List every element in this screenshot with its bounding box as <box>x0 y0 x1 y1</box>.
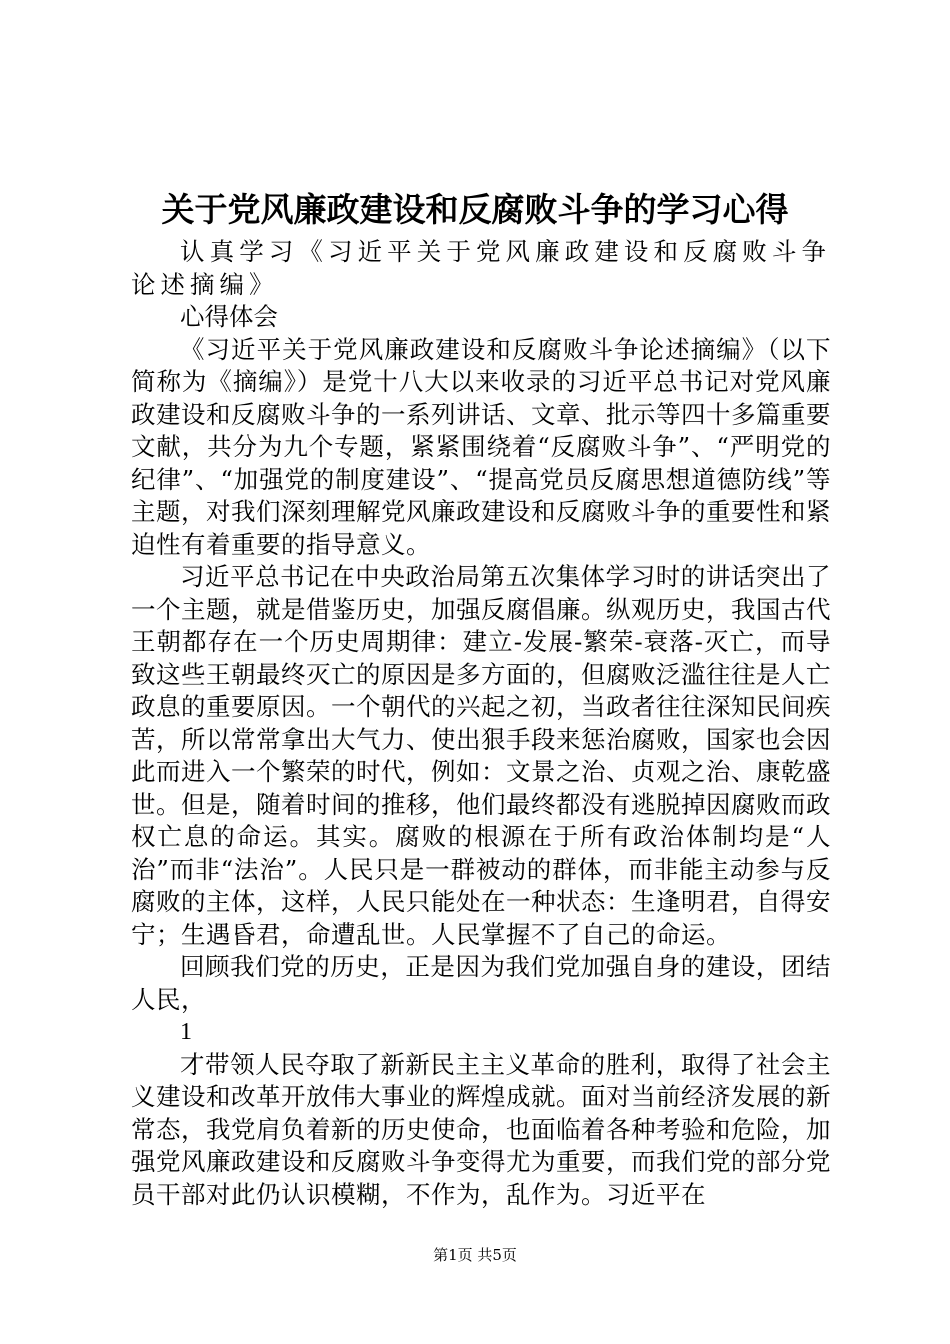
body-paragraph: 《习近平关于党风廉政建设和反腐败斗争论述摘编》（以下简称为《摘编》）是党十八大以来收录的习近平总书记对党风廉政建设和反腐败斗争的一系列讲话、文章、批示等四十多篇重要文献，共分为九个专题，紧紧围绕着“反腐败斗争”、“严明党的纪律”、“加强党的制度建设”、“提高党员反腐思想道德防线”等主题，对我们深刻理解党风廉政建设和反腐败斗争的重要性和紧迫性有着重要的指导意义。 <box>131 334 831 559</box>
body-paragraph: 回顾我们党的历史，正是因为我们党加强自身的建设，团结人民， <box>131 952 831 1014</box>
document-title: 关于党风廉政建设和反腐败斗争的学习心得 <box>161 190 789 229</box>
subtitle-continuation: 心得体会 <box>180 302 278 331</box>
page-footer: 第1页 共5页 <box>433 1246 517 1264</box>
document-body <box>131 236 831 1211</box>
body-paragraph: 才带领人民夺取了新新民主主义革命的胜利，取得了社会主义建设和改革开放伟大事业的辉煌成就。面对当前经济发展的新常态，我党肩负着新的历史使命，也面临着各种考验和危险，加强党风廉政建设和反腐败斗争变得尤为重要，而我们党的部分党员干部对此仍认识模糊，不作为，乱作为。习近平在 <box>131 1049 831 1209</box>
inline-page-number: 1 <box>180 1019 192 1045</box>
subtitle-paragraph: 认真学习《习近平关于党风廉政建设和反腐败斗争论述摘编》 <box>131 237 831 299</box>
body-paragraph: 习近平总书记在中央政治局第五次集体学习时的讲话突出了一个主题，就是借鉴历史，加强反腐倡廉。纵观历史，我国古代王朝都存在一个历史周期律：建立-发展-繁荣-衰落-灭亡，而导致这些王朝最终灭亡的原因是多方面的，但腐败泛滥往往是人亡政息的重要原因。一个朝代的兴起之初，当政者往往深知民间疾苦，所以常常拿出大气力、使出狠手段来惩治腐败，国家也会因此而进入一个繁荣的时代，例如：文景之治、贞观之治、康乾盛世。但是，随着时间的推移，他们最终都没有逃脱掉因腐败而政权亡息的命运。其实。腐败的根源在于所有政治体制均是“人治”而非“法治”。人民只是一群被动的群体，而非能主动参与反腐败的主体，这样，人民只能处在一种状态：生逢明君，自得安宁；生遇昏君，命遭乱世。人民掌握不了自己的命运。 <box>131 562 831 949</box>
